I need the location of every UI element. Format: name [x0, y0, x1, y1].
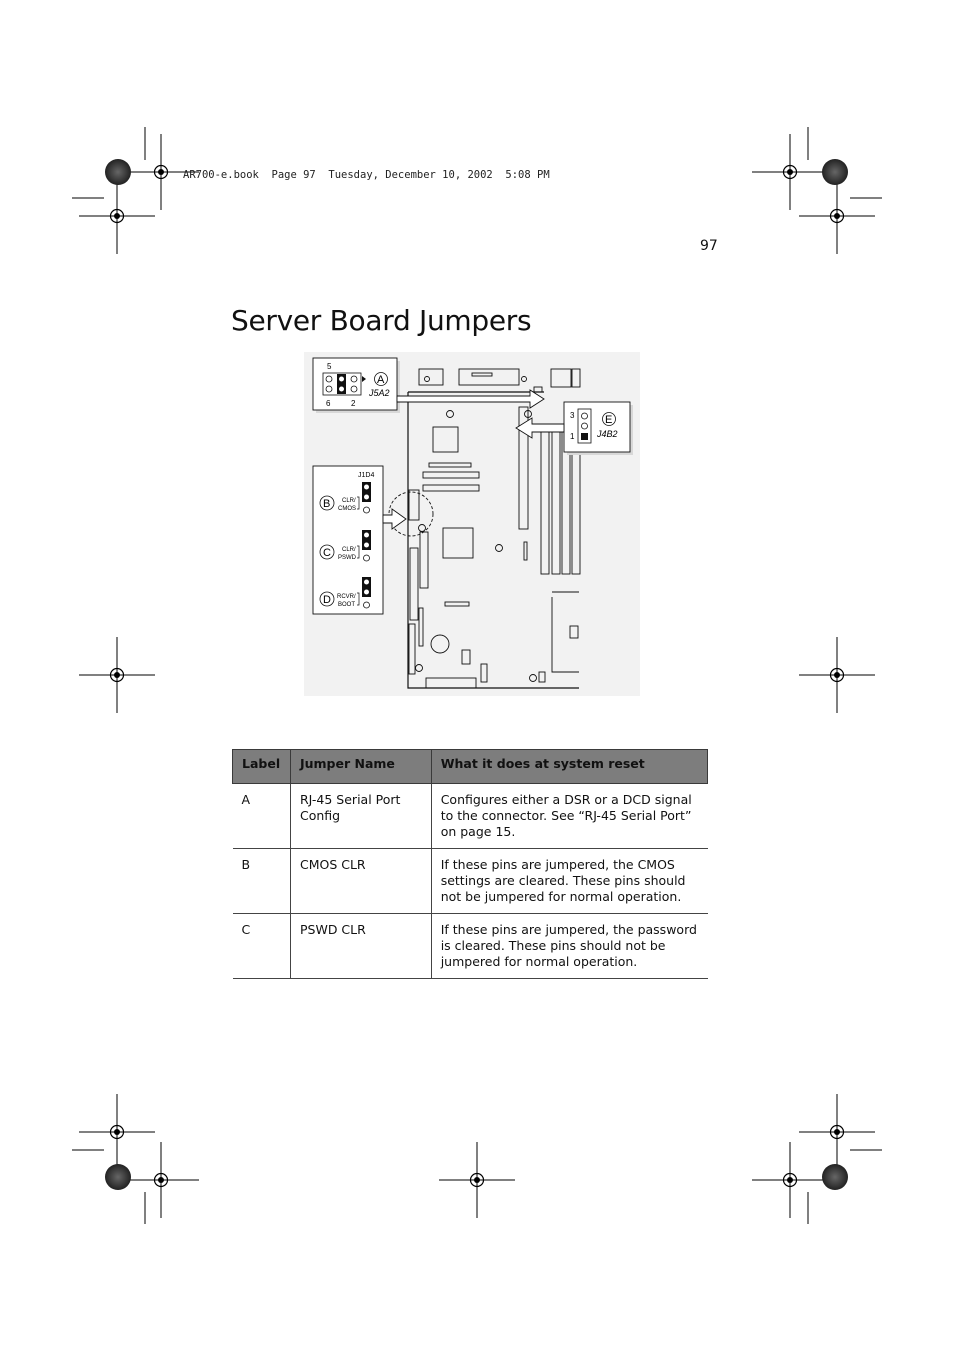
- j4b2-name: J4B2: [597, 429, 618, 439]
- print-header-line: AR700-e.book Page 97 Tuesday, December 10, 2002 5:08 PM: [183, 169, 550, 181]
- column-header-jumper-name: Jumper Name: [290, 750, 431, 784]
- table-header-row: [233, 750, 708, 784]
- jumper-d-label: D: [323, 594, 331, 606]
- j5a2-pin-6: 6: [326, 399, 331, 408]
- cell-description: If these pins are jumpered, the CMOS settings are cleared. These pins should not be jumpered for normal operation.: [431, 849, 707, 914]
- cell-label: B: [233, 849, 291, 914]
- jumper-d-line2: BOOT: [338, 602, 356, 608]
- jumper-b-line2: CMOS: [338, 506, 356, 512]
- page-title: Server Board Jumpers: [231, 304, 532, 337]
- color-bar-circle: [105, 159, 131, 185]
- cell-description: Configures either a DSR or a DCD signal to the connector. See “RJ-45 Serial Port” on page 15.: [431, 784, 707, 849]
- table-row: [233, 849, 708, 914]
- page-number: 97: [700, 238, 718, 254]
- column-header-label: Label: [233, 750, 291, 784]
- jumper-c-label: C: [323, 547, 331, 559]
- j5a2-pin-5: 5: [327, 362, 332, 371]
- jumper-c-line1: CLR/: [342, 547, 356, 553]
- table-row: [233, 914, 708, 979]
- jumper-b-label: B: [323, 498, 331, 510]
- j5a2-label: A: [377, 374, 385, 386]
- jumper-b-line1: CLR/: [342, 498, 356, 504]
- j4b2-pin-3: 3: [570, 411, 575, 420]
- j5a2-name: J5A2: [369, 388, 390, 398]
- j4b2-label: E: [605, 414, 613, 426]
- cell-label: A: [233, 784, 291, 849]
- cell-label: C: [233, 914, 291, 979]
- j5a2-pin-2: 2: [351, 399, 356, 408]
- cell-jumper-name: PSWD CLR: [290, 914, 431, 979]
- j1d4-name: J1D4: [358, 472, 375, 479]
- jumper-c-line2: PSWD: [338, 555, 356, 561]
- j4b2-pin-1: 1: [570, 432, 575, 441]
- server-board-diagram: [304, 352, 640, 696]
- cell-description: If these pins are jumpered, the password is cleared. These pins should not be jumpered for normal operation.: [431, 914, 707, 979]
- jumper-table: [232, 749, 708, 979]
- column-header-reset-action: What it does at system reset: [431, 750, 707, 784]
- cell-jumper-name: RJ-45 Serial Port Config: [290, 784, 431, 849]
- jumper-d-line1: RCVR/: [337, 594, 356, 600]
- table-row: [233, 784, 708, 849]
- cell-jumper-name: CMOS CLR: [290, 849, 431, 914]
